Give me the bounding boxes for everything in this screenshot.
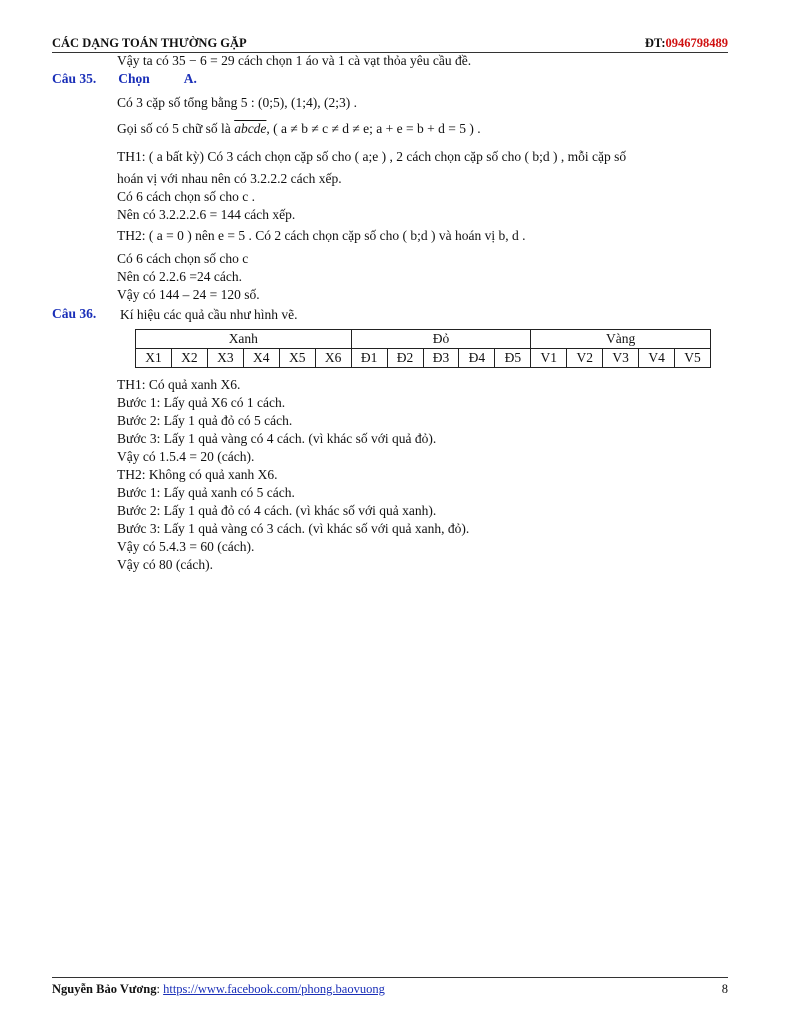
ball-cell: X1 xyxy=(136,349,172,368)
group-header-do: Đỏ xyxy=(351,330,531,349)
header-phone xyxy=(645,36,728,51)
ball-row xyxy=(136,349,711,368)
text-line: hoán vị với nhau nên có 3.2.2.2 cách xếp. xyxy=(117,171,342,186)
ball-cell: V1 xyxy=(531,349,567,368)
ball-cell: Đ4 xyxy=(459,349,495,368)
ball-table xyxy=(135,329,711,368)
ball-cell: X5 xyxy=(279,349,315,368)
ball-cell: X2 xyxy=(171,349,207,368)
text-line: TH2: Không có quả xanh X6. xyxy=(117,467,278,482)
text-line: Vậy có 5.4.3 = 60 (cách). xyxy=(117,539,255,554)
ball-cell: V4 xyxy=(639,349,675,368)
answer-label: Chọn xyxy=(118,71,150,86)
footer-link[interactable]: https://www.facebook.com/phong.baovuong xyxy=(163,982,385,996)
answer-value: A. xyxy=(183,71,197,86)
group-header-xanh: Xanh xyxy=(136,330,352,349)
phone-label: ĐT: xyxy=(644,36,666,50)
text-line: Có 6 cách chọn số cho c xyxy=(117,251,249,266)
text-line: TH2: ( a = 0 ) nên e = 5 . Có 2 cách chọn cặp số cho ( b;d ) và hoán vị b, d . xyxy=(117,228,526,243)
question-number: Câu 35. xyxy=(52,71,97,86)
ball-cell: V3 xyxy=(603,349,639,368)
question-35-label xyxy=(52,71,197,87)
text-line: Vậy ta có 35 − 6 = 29 cách chọn 1 áo và 1 cà vạt thỏa yêu cầu đề. xyxy=(117,53,472,68)
ball-cell: V2 xyxy=(567,349,603,368)
text-line: Bước 1: Lấy quả xanh có 5 cách. xyxy=(117,485,295,500)
question-36-label xyxy=(52,306,96,322)
text-line: TH1: Có quả xanh X6. xyxy=(117,377,241,392)
page-header xyxy=(52,36,728,53)
ball-cell: V5 xyxy=(675,349,711,368)
text-line: Bước 2: Lấy 1 quả đỏ có 5 cách. xyxy=(117,413,293,428)
phone-number: 0946798489 xyxy=(665,36,728,50)
text-line: Kí hiệu các quả cầu như hình vẽ. xyxy=(120,307,298,322)
overlined-number: abcde xyxy=(234,121,267,136)
ball-cell: Đ2 xyxy=(387,349,423,368)
text-line: Có 3 cặp số tổng bằng 5 : (0;5), (1;4), (2;3) . xyxy=(117,95,357,110)
group-header-vang: Vàng xyxy=(531,330,711,349)
group-row xyxy=(136,330,711,349)
ball-cell: X4 xyxy=(243,349,279,368)
text-line: TH1: ( a bất kỳ) Có 3 cách chọn cặp số cho ( a;e ) , 2 cách chọn cặp số cho ( b;d ) , mỗi cặp số xyxy=(117,149,627,164)
text-line: Có 6 cách chọn số cho c . xyxy=(117,189,255,204)
ball-cell: Đ1 xyxy=(351,349,387,368)
text-line: Vậy có 80 (cách). xyxy=(117,557,213,572)
text-line: Bước 2: Lấy 1 quả đỏ có 4 cách. (vì khác số với quả xanh). xyxy=(117,503,437,518)
text-line xyxy=(117,120,481,138)
footer-separator: : xyxy=(156,982,164,996)
text-line: Bước 3: Lấy 1 quả vàng có 4 cách. (vì khác số với quả đỏ). xyxy=(117,431,437,446)
text-segment: Gọi số có 5 chữ số là xyxy=(117,121,235,136)
text-line: Nên có 2.2.6 =24 cách. xyxy=(117,269,242,284)
text-line: Bước 3: Lấy 1 quả vàng có 3 cách. (vì khác số với quả xanh, đỏ). xyxy=(117,521,470,536)
text-line: Nên có 3.2.2.2.6 = 144 cách xếp. xyxy=(117,207,296,222)
page-footer xyxy=(52,977,728,997)
ball-cell: Đ5 xyxy=(495,349,531,368)
question-number: Câu 36. xyxy=(52,306,97,321)
text-line: Vậy có 1.5.4 = 20 (cách). xyxy=(117,449,255,464)
ball-cell: X6 xyxy=(315,349,351,368)
ball-cell: X3 xyxy=(207,349,243,368)
ball-cell: Đ3 xyxy=(423,349,459,368)
page-number: 8 xyxy=(721,982,728,996)
text-line: Vậy có 144 – 24 = 120 số. xyxy=(117,287,260,302)
header-title: CÁC DẠNG TOÁN THƯỜNG GẶP xyxy=(52,36,247,50)
text-line: Bước 1: Lấy quả X6 có 1 cách. xyxy=(117,395,286,410)
text-segment: , ( a ≠ b ≠ c ≠ d ≠ e; a + e = b + d = 5 ) . xyxy=(266,121,481,136)
footer-author: Nguyễn Bảo Vương xyxy=(52,982,157,996)
